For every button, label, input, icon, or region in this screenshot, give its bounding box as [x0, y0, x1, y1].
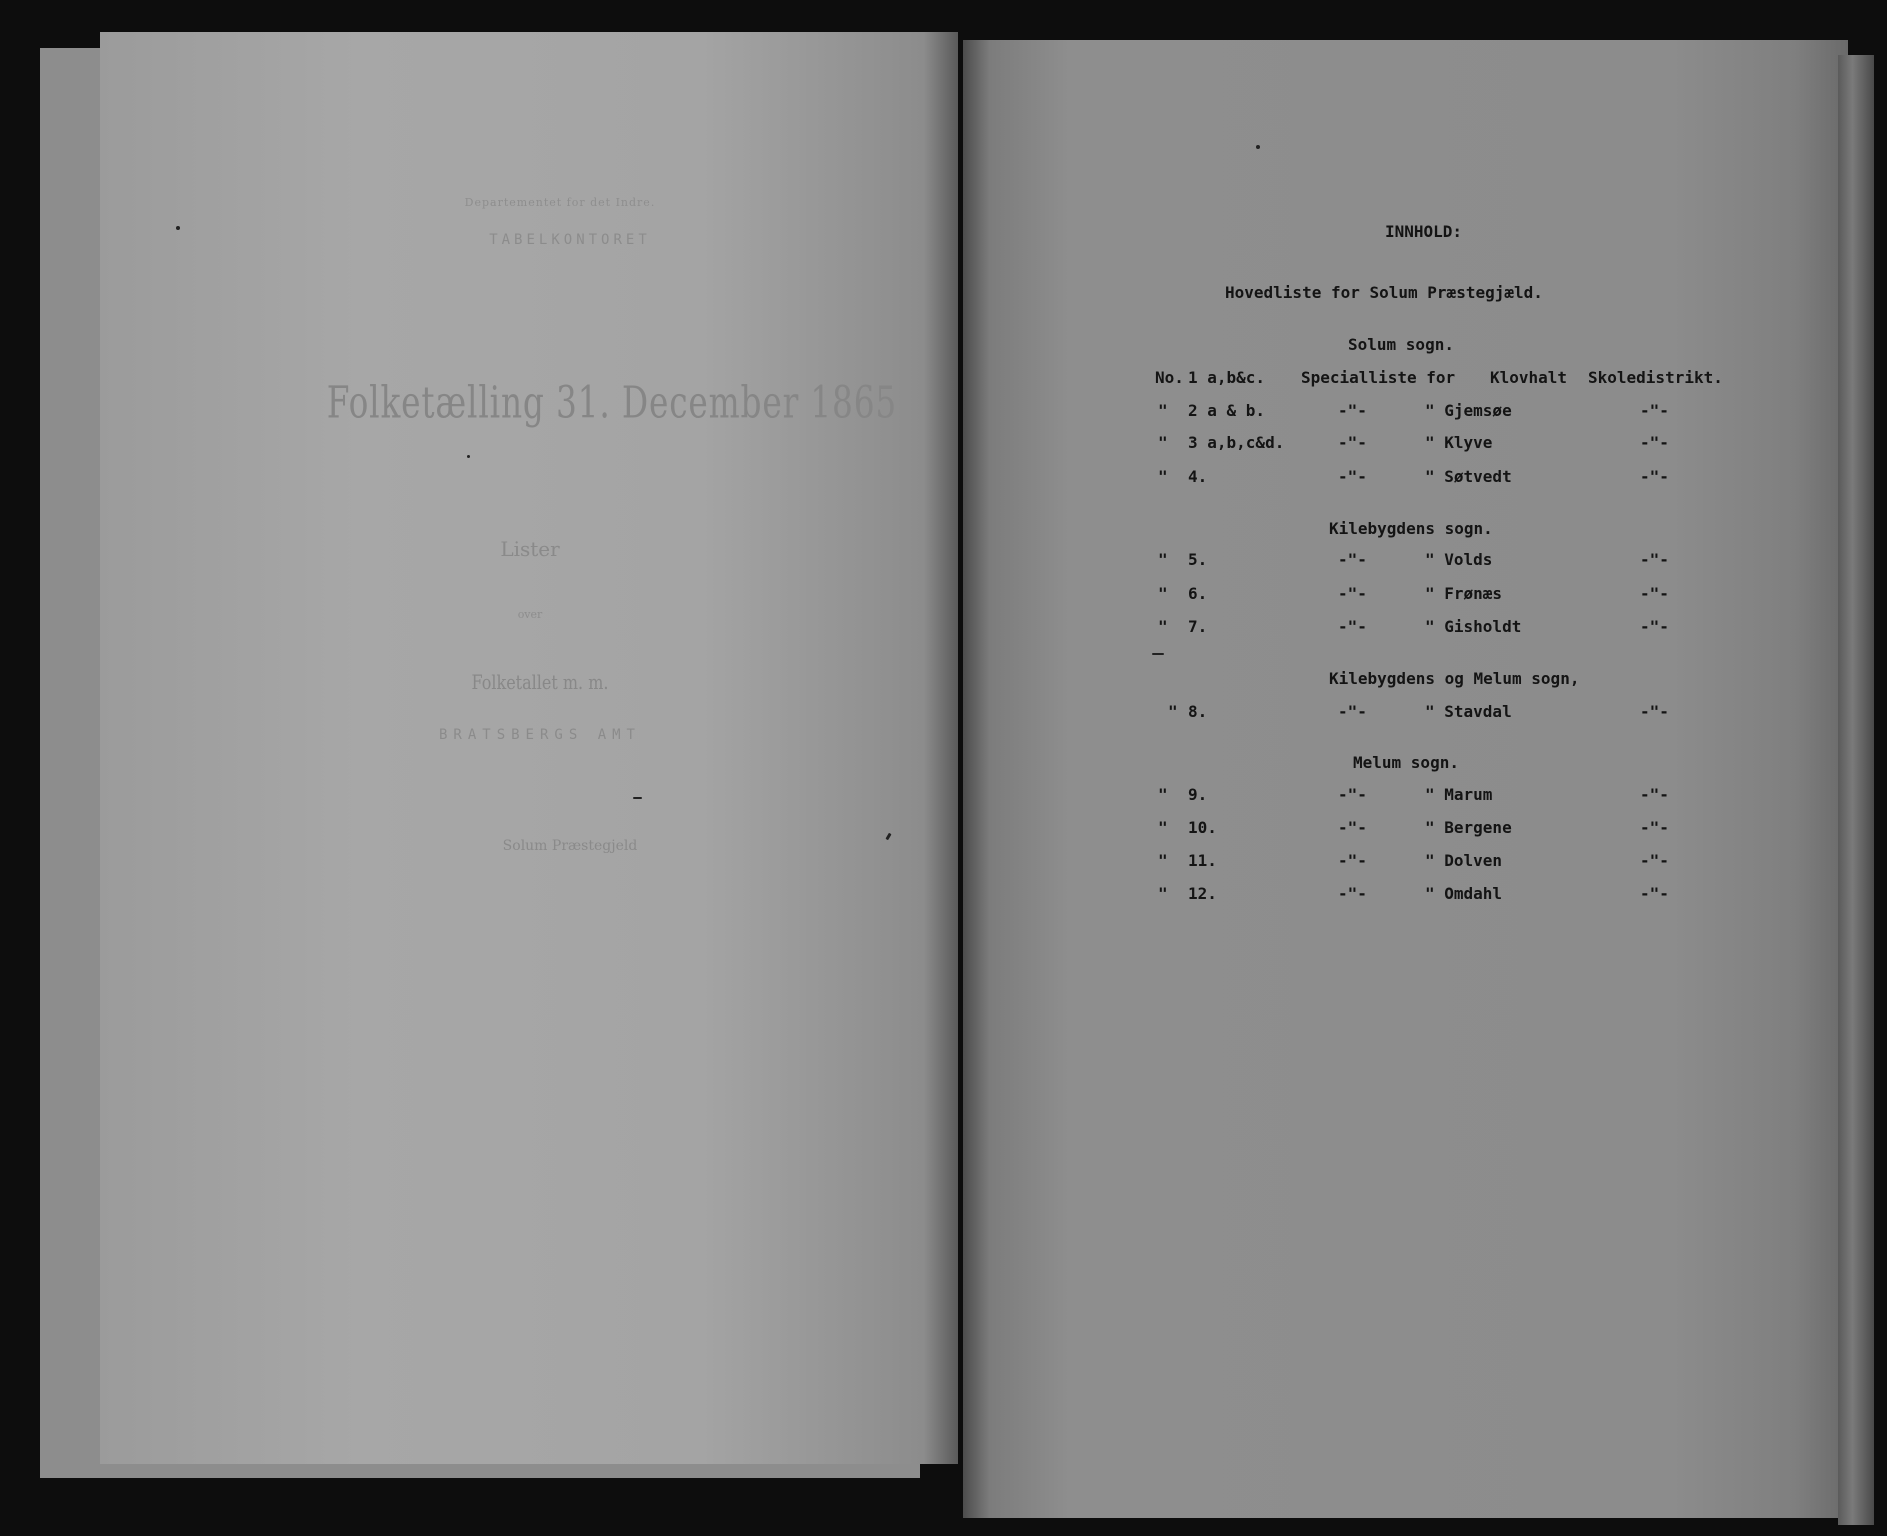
row-place: " Bergene — [1425, 818, 1512, 837]
row-district: -"- — [1640, 851, 1669, 870]
contents-heading: INNHOLD: — [1385, 222, 1463, 241]
row-place: " Dolven — [1425, 851, 1503, 870]
section-kilebygdens-melum: Kilebygdens og Melum sogn, — [1329, 669, 1580, 688]
row-no: " — [1158, 818, 1168, 837]
row-num: 10. — [1188, 818, 1217, 837]
main-list-line: Hovedliste for Solum Præstegjæld. — [1225, 283, 1543, 302]
lister-word: Lister — [500, 537, 560, 561]
row-kind: -"- — [1338, 702, 1367, 721]
row-place: " Gjemsøe — [1425, 401, 1512, 420]
row-num: 11. — [1188, 851, 1217, 870]
row-num: 12. — [1188, 884, 1217, 903]
row-no: " — [1158, 851, 1168, 870]
row-district: -"- — [1640, 550, 1669, 569]
row-kind: Specialliste for — [1301, 368, 1456, 387]
row-place: " Marum — [1425, 785, 1493, 804]
right-page — [963, 40, 1848, 1518]
over-word: over — [517, 608, 543, 621]
row-kind: -"- — [1338, 401, 1367, 420]
ink-speck — [1152, 653, 1164, 655]
row-district: Skoledistrikt. — [1588, 368, 1723, 387]
row-district: -"- — [1640, 702, 1669, 721]
row-num: 7. — [1188, 617, 1208, 636]
row-num: 1 a,b&c. — [1188, 368, 1266, 387]
ink-speck — [633, 797, 642, 799]
row-district: -"- — [1640, 467, 1669, 486]
row-district: -"- — [1640, 433, 1669, 452]
row-num: 2 a & b. — [1188, 401, 1266, 420]
row-district: -"- — [1640, 884, 1669, 903]
row-kind: -"- — [1338, 884, 1367, 903]
row-no: No. — [1155, 368, 1184, 387]
row-kind: -"- — [1338, 851, 1367, 870]
row-place: " Frønæs — [1425, 584, 1503, 603]
amt-line: BRATSBERGS AMT — [438, 727, 641, 743]
row-kind: -"- — [1338, 433, 1367, 452]
row-num: 8. — [1188, 702, 1208, 721]
row-no: " — [1158, 467, 1168, 486]
row-no: " — [1158, 785, 1168, 804]
row-num: 3 a,b,c&d. — [1188, 433, 1285, 452]
row-no: " — [1158, 584, 1168, 603]
row-place: " Klyve — [1425, 433, 1493, 452]
ink-speck — [1256, 145, 1260, 149]
row-kind: -"- — [1338, 785, 1367, 804]
parish-line: Solum Præstegjeld — [502, 838, 638, 854]
census-title: Folketælling 31. December 1865 — [326, 377, 898, 429]
row-no: " — [1158, 550, 1168, 569]
ink-speck — [176, 226, 180, 230]
row-district: -"- — [1640, 617, 1669, 636]
row-no: " — [1158, 884, 1168, 903]
row-district: -"- — [1640, 584, 1669, 603]
row-kind: -"- — [1338, 550, 1367, 569]
folketallet-line: Folketallet m. m. — [471, 670, 609, 694]
row-place: Klovhalt — [1490, 368, 1568, 387]
row-kind: -"- — [1338, 818, 1367, 837]
row-kind: -"- — [1338, 584, 1367, 603]
row-num: 5. — [1188, 550, 1208, 569]
section-kilebygdens: Kilebygdens sogn. — [1329, 519, 1493, 538]
row-kind: -"- — [1338, 617, 1367, 636]
row-district: -"- — [1640, 401, 1669, 420]
row-district: -"- — [1640, 785, 1669, 804]
row-kind: -"- — [1338, 467, 1367, 486]
row-num: 9. — [1188, 785, 1208, 804]
ink-speck — [467, 455, 470, 458]
row-place: " Omdahl — [1425, 884, 1503, 903]
page-stack-edge — [1838, 55, 1874, 1525]
row-no: " — [1168, 702, 1178, 721]
section-solum: Solum sogn. — [1348, 335, 1454, 354]
row-place: " Stavdal — [1425, 702, 1512, 721]
row-place: " Gisholdt — [1425, 617, 1522, 636]
section-melum: Melum sogn. — [1353, 753, 1459, 772]
row-num: 6. — [1188, 584, 1208, 603]
office-line: TABELKONTORET — [489, 232, 651, 248]
row-district: -"- — [1640, 818, 1669, 837]
row-no: " — [1158, 401, 1168, 420]
row-no: " — [1158, 617, 1168, 636]
row-num: 4. — [1188, 467, 1208, 486]
row-place: " Søtvedt — [1425, 467, 1512, 486]
row-place: " Volds — [1425, 550, 1493, 569]
department-line: Departementet for det Indre. — [464, 196, 656, 209]
row-no: " — [1158, 433, 1168, 452]
